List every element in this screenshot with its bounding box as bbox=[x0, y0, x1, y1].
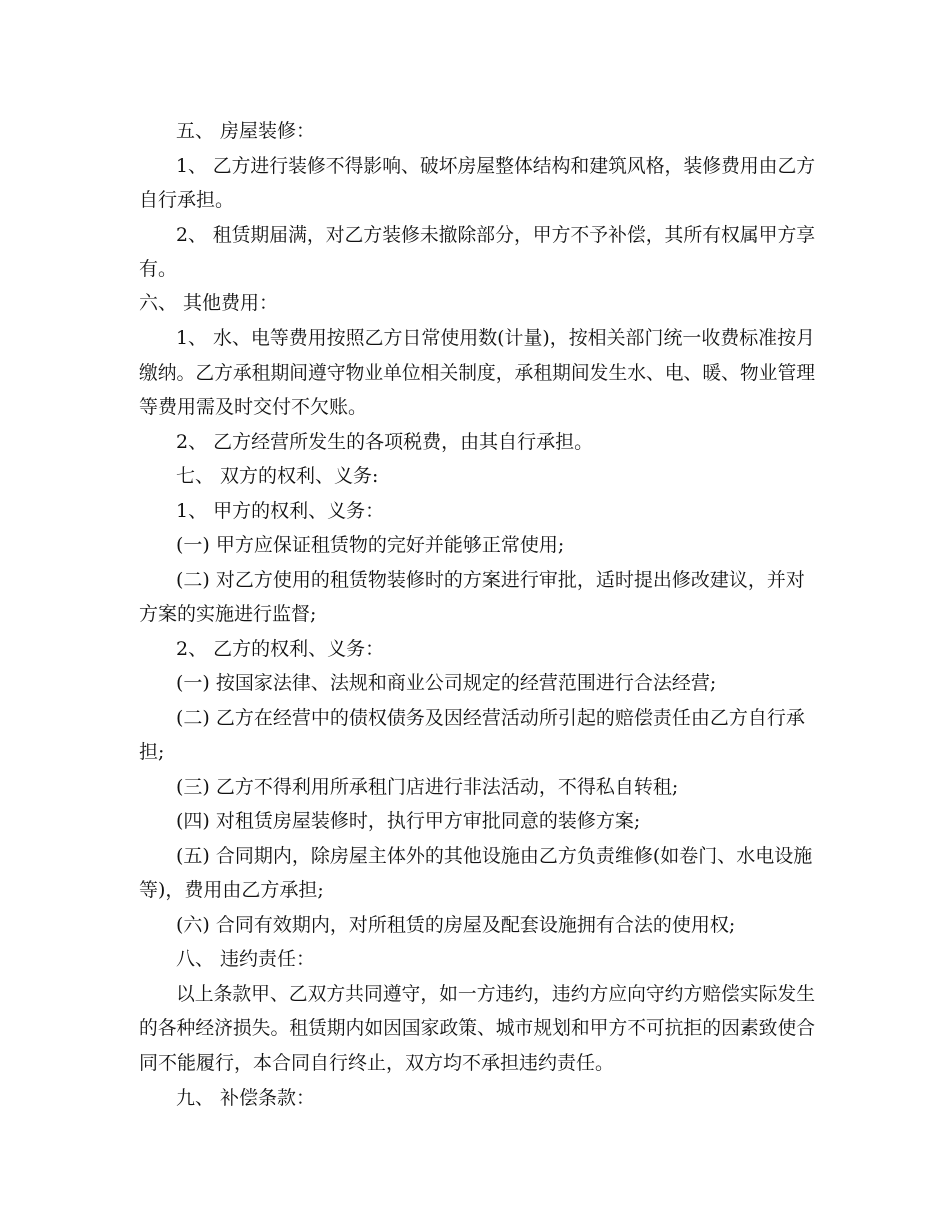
section-heading-6: 六、 其他费用： bbox=[139, 292, 279, 314]
paragraph-line: 2、 租赁期届满，对乙方装修未撤除部分，甲方不予补偿，其所有权属甲方享 bbox=[176, 224, 816, 246]
paragraph-line: 同不能履行，本合同自行终止，双方均不承担违约责任。 bbox=[139, 1052, 615, 1074]
list-item: (二) 乙方在经营中的债权债务及因经营活动所引起的赔偿责任由乙方自行承 bbox=[176, 707, 805, 729]
subsection-heading: 1、 甲方的权利、义务： bbox=[176, 500, 385, 522]
list-item: (三) 乙方不得利用所承租门店进行非法活动，不得私自转租; bbox=[176, 776, 679, 798]
section-heading-9: 九、 补偿条款： bbox=[176, 1087, 316, 1109]
section-heading-7: 七、 双方的权利、义务: bbox=[176, 465, 379, 487]
list-item: (六) 合同有效期内，对所租赁的房屋及配套设施拥有合法的使用权; bbox=[176, 914, 736, 936]
list-item: (五) 合同期内，除房屋主体外的其他设施由乙方负责维修(如卷门、水电设施 bbox=[176, 845, 813, 867]
paragraph-line: 有。 bbox=[139, 258, 178, 280]
paragraph-line: 缴纳。乙方承租期间遵守物业单位相关制度，承租期间发生水、电、暖、物业管理 bbox=[139, 362, 816, 384]
paragraph-line: 自行承担。 bbox=[139, 189, 235, 211]
paragraph-line: 2、 乙方经营所发生的各项税费，由其自行承担。 bbox=[176, 431, 594, 453]
list-item: (四) 对租赁房屋装修时，执行甲方审批同意的装修方案; bbox=[176, 810, 641, 832]
subsection-heading: 2、 乙方的权利、义务： bbox=[176, 638, 385, 660]
paragraph-line: 担; bbox=[139, 741, 165, 763]
list-item: (一) 甲方应保证租赁物的完好并能够正常使用; bbox=[176, 534, 565, 556]
paragraph-line: 方案的实施进行监督; bbox=[139, 603, 317, 625]
paragraph-line: 等费用需及时交付不欠账。 bbox=[139, 396, 368, 418]
section-heading-8: 八、 违约责任： bbox=[176, 948, 316, 970]
paragraph-line: 以上条款甲、乙双方共同遵守，如一方违约，违约方应向守约方赔偿实际发生 bbox=[176, 983, 816, 1005]
paragraph-line: 1、 水、电等费用按照乙方日常使用数(计量)，按相关部门统一收费标准按月 bbox=[176, 327, 815, 349]
list-item: (一) 按国家法律、法规和商业公司规定的经营范围进行合法经营; bbox=[176, 672, 717, 694]
paragraph-line: 1、 乙方进行装修不得影响、破坏房屋整体结构和建筑风格，装修费用由乙方 bbox=[176, 155, 816, 177]
list-item: (二) 对乙方使用的租赁物装修时的方案进行审批，适时提出修改建议，并对 bbox=[176, 569, 805, 591]
paragraph-line: 等)，费用由乙方承担; bbox=[139, 879, 324, 901]
section-heading-5: 五、 房屋装修： bbox=[176, 120, 316, 142]
paragraph-line: 的各种经济损失。租赁期内如因国家政策、城市规划和甲方不可抗拒的因素致使合 bbox=[139, 1017, 816, 1039]
